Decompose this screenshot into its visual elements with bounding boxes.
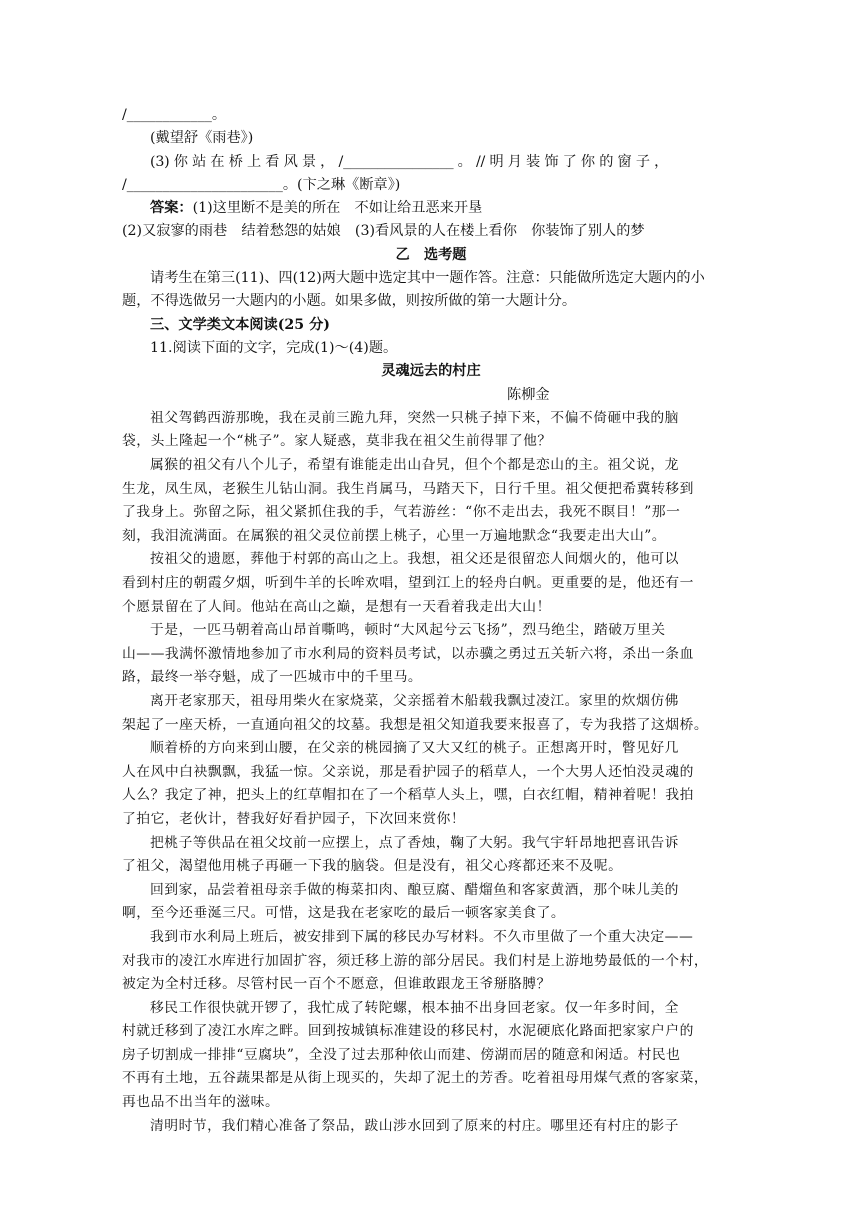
story-line: 顺着桥的方向来到山腰，在父亲的桃园摘了又大又红的桃子。正想离开时，瞥见好几 — [150, 740, 679, 757]
story-line: 把桃子等供品在祖父坟前一应摆上，点了香烛，鞠了大躬。我气宇轩昂地把喜讯告诉 — [150, 834, 679, 851]
story-line: 房子切割成一排排“豆腐块”，全没了过去那种依山而建、傍湖而居的随意和闲适。村民也 — [122, 1046, 681, 1063]
answer-line-1 — [122, 197, 740, 220]
story-line: 离开老家那天，祖母用柴火在家烧菜，父亲摇着木船载我飘过凌江。家里的炊烟仿佛 — [150, 692, 679, 709]
poem-source: (戴望舒《雨巷》) — [150, 130, 254, 147]
instructions-line-1: 请考生在第三(11)、四(12)两大题中选定其中一题作答。注意：只能做所选定大题内的小 — [150, 270, 705, 287]
story-line: 刻，我泪流满面。在属猴的祖父灵位前摆上桃子，心里一万遍地默念“我要走出大山”。 — [122, 527, 667, 544]
story-line: 了拍它，老伙计，替我好好看护园子，下次回来赏你！ — [122, 810, 466, 827]
story-body — [122, 407, 740, 1138]
story-line: 祖父驾鹤西游那晚，我在灵前三跪九拜，突然一只桃子掉下来，不偏不倚砸中我的脑 — [150, 409, 679, 426]
poem-blank-line: /____________。 — [122, 107, 227, 123]
story-line: 清明时节，我们精心准备了祭品，跋山涉水回到了原来的村庄。哪里还有村庄的影子 — [150, 1117, 679, 1134]
instructions-line-2: 题，不得选做另一大题内的小题。如果多做，则按所做的第一大题计分。 — [122, 293, 577, 310]
story-line: 生龙，凤生凤，老猴生儿钻山洞。我生肖属马，马踏天下，日行千里。祖父便把希冀转移到 — [122, 480, 694, 497]
story-line: 架起了一座天桥，一直通向祖父的坟墓。我想是祖父知道我要来报喜了，专为我搭了这烟桥。 — [122, 716, 709, 733]
story-line: 人么？我定了神，把头上的红草帽扣在了一个稻草人头上，嘿，白衣红帽，精神着呢！我拍 — [122, 787, 694, 804]
document-page — [122, 104, 740, 1138]
story-line: 按祖父的遗愿，葬他于村郭的高山之上。我想，祖父还是很留恋人间烟火的，他可以 — [150, 551, 679, 568]
story-line: 村就迁移到了凌江水库之畔。回到按城镇标准建设的移民村，水泥硬底化路面把家家户户的 — [122, 1023, 694, 1040]
story-line: 被定为全村迁移。尽管村民一百个不愿意，但谁敢跟龙王爷掰胳膊？ — [122, 976, 551, 993]
story-line: 人在风中白袂飘飘，我猛一惊。父亲说，那是看护园子的稻草人，一个大男人还怕没灵魂的 — [122, 763, 694, 780]
answer-text-1: (1)这里断不是美的所在 不如让给丑恶来开垦 — [192, 200, 483, 217]
question-3-line-1: (3) 你 站 在 桥 上 看 风 景 ， /________________ 。 // 明 月 装 饰 了 你 的 窗 子 ， — [150, 153, 669, 170]
story-line: 个愿景留在了人间。他站在高山之巅，是想有一天看着我走出大山！ — [122, 598, 551, 615]
story-line: 属猴的祖父有八个儿子，希望有谁能走出山旮旯，但个个都是恋山的主。祖父说，龙 — [150, 457, 679, 474]
story-line: 不再有土地，五谷蔬果都是从街上现买的，失却了泥土的芳香。吃着祖母用煤气煮的客家菜， — [122, 1070, 709, 1087]
story-line: 于是，一匹马朝着高山昂首嘶鸣，顿时“大风起兮云飞扬”，烈马绝尘，踏破万里关 — [150, 622, 666, 639]
story-line: 袋，头上隆起一个“桃子”。家人疑惑，莫非我在祖父生前得罪了他？ — [122, 433, 552, 450]
story-line: 路，最终一举夺魁，成了一匹城市中的千里马。 — [122, 669, 423, 686]
story-title: 灵魂远去的村庄 — [381, 363, 481, 380]
story-line: 移民工作很快就开锣了，我忙成了转陀螺，根本抽不出身回老家。仅一年多时间，全 — [150, 999, 679, 1016]
answer-label: 答案： — [150, 200, 193, 217]
story-line: 再也品不出当年的滋味。 — [122, 1094, 280, 1111]
story-line: 了祖父，渴望他用桃子再砸一下我的脑袋。但是没有，祖父心疼都还来不及呢。 — [122, 858, 623, 875]
story-line: 回到家，品尝着祖母亲手做的梅菜扣肉、酿豆腐、醋熘鱼和客家黄酒，那个味儿美的 — [150, 881, 679, 898]
story-line: 啊，至今还垂涎三尺。可惜，这是我在老家吃的最后一顿客家美食了。 — [122, 905, 566, 922]
story-author: 陈柳金 — [507, 386, 550, 403]
story-line: 看到村庄的朝霞夕烟，听到牛羊的长哞欢唱，望到江上的轻舟白帆。更重要的是，他还有一 — [122, 575, 694, 592]
story-line: 我到市水利局上班后，被安排到下属的移民办写材料。不久市里做了一个重大决定—— — [150, 928, 694, 945]
story-line: 了我身上。弥留之际，祖父紧抓住我的手，气若游丝：“你不走出去，我死不瞑目！”那一 — [122, 504, 681, 521]
answer-line-2: (2)又寂寥的雨巷 结着愁怨的姑娘 (3)看风景的人在楼上看你 你装饰了别人的梦 — [122, 223, 645, 240]
story-line: 对我市的凌江水库进行加固扩容，须迁移上游的部分居民。我们村是上游地势最低的一个村， — [122, 952, 709, 969]
story-line: 山——我满怀激情地参加了市水利局的资料员考试，以赤骥之勇过五关斩六将，杀出一条血 — [122, 645, 694, 662]
section-heading-three: 三、文学类文本阅读(25 分) — [150, 316, 330, 333]
question-11: 11.阅读下面的文字，完成(1)～(4)题。 — [150, 339, 398, 356]
question-3-line-2: /______________________。(卞之琳《断章》) — [122, 176, 401, 193]
section-heading-yi: 乙 选考题 — [395, 246, 467, 263]
